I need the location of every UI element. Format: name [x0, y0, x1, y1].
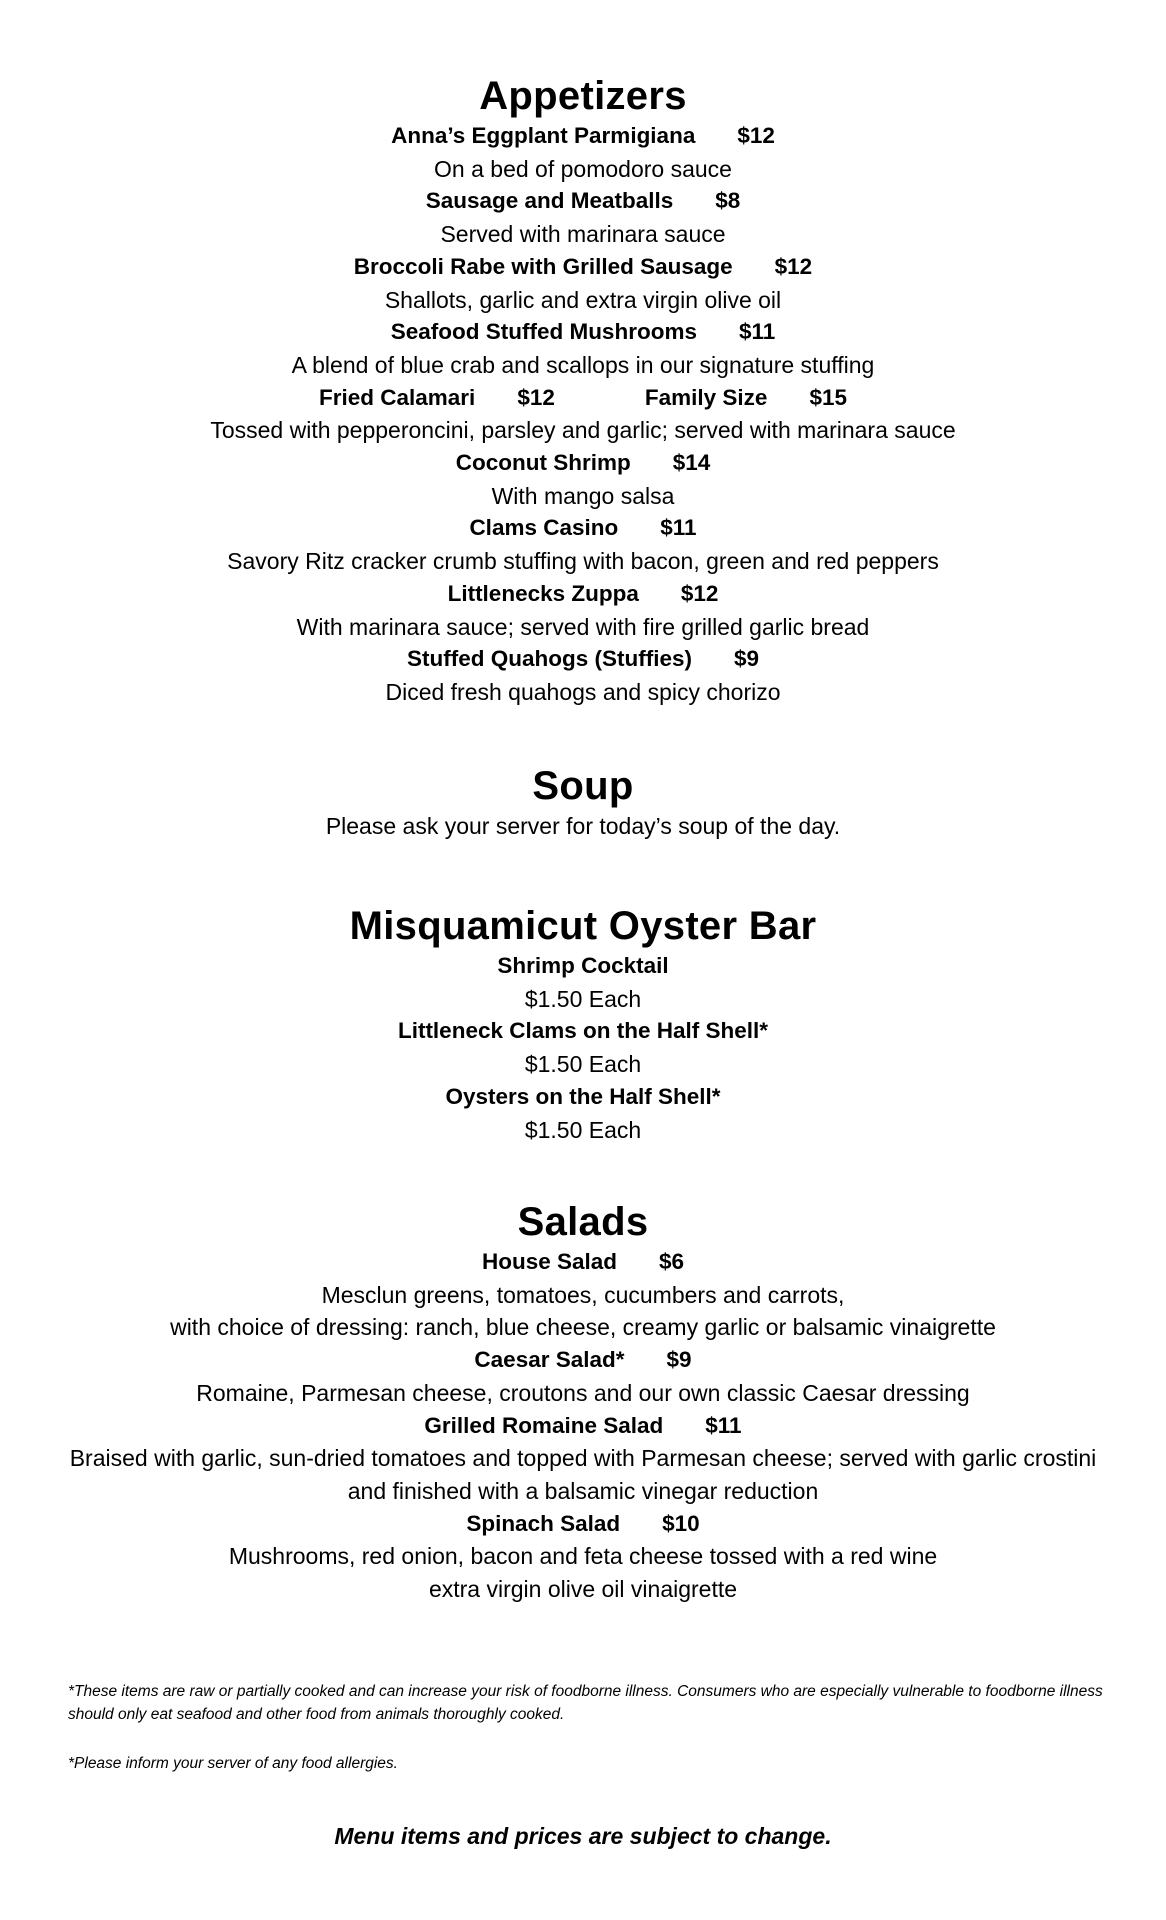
item-description: On a bed of pomodoro sauce	[434, 155, 732, 182]
item-description: Shallots, garlic and extra virgin olive oil	[384, 286, 782, 313]
item-name: Coconut Shrimp	[455, 450, 631, 476]
item-price: $10	[662, 1510, 700, 1536]
menu-item-name-price	[0, 1410, 1166, 1443]
menu-item-name-price	[0, 1344, 1166, 1377]
item-price: $1.50 Each	[524, 1051, 642, 1078]
item-price: $1.50 Each	[524, 985, 642, 1012]
item-price: $12	[517, 384, 555, 410]
menu-item-name-price	[0, 1246, 1166, 1279]
item-name: Oysters on the Half Shell*	[445, 1083, 721, 1109]
soup-description: Please ask your server for today’s soup of the day.	[325, 813, 841, 839]
oyster-bar-title: Misquamicut Oyster Bar	[349, 904, 817, 948]
item-price: $11	[738, 319, 776, 345]
item-name: Littleneck Clams on the Half Shell*	[397, 1018, 769, 1044]
item-name: Spinach Salad	[466, 1510, 621, 1536]
menu-item-name-price	[0, 251, 1166, 284]
family-size-label: Family Size	[644, 384, 768, 410]
item-name: Littlenecks Zuppa	[447, 580, 639, 606]
item-description: With marinara sauce; served with fire grilled garlic bread	[296, 613, 870, 640]
item-price: $11	[660, 515, 697, 541]
item-name: House Salad	[481, 1249, 617, 1274]
item-name: Caesar Salad*	[474, 1347, 625, 1373]
menu-item-name-price	[0, 512, 1166, 545]
item-name: Broccoli Rabe with Grilled Sausage	[353, 253, 733, 279]
allergy-note: *Please inform your server of any food allergies.	[68, 1755, 398, 1772]
menu-item-name-price	[0, 185, 1166, 218]
menu-item-name-price	[0, 578, 1166, 611]
item-name: Clams Casino	[469, 515, 619, 541]
menu-item-name-price	[0, 447, 1166, 480]
item-name: Fried Calamari	[319, 384, 476, 410]
item-price: $9	[733, 646, 760, 672]
item-description: Diced fresh quahogs and spicy chorizo	[385, 678, 781, 705]
menu-item-name-price	[0, 643, 1166, 676]
item-name: Sausage and Meatballs	[425, 188, 674, 214]
item-description: Served with marinara sauce	[440, 221, 726, 248]
item-description: Savory Ritz cracker crumb stuffing with bacon, green and red peppers	[227, 548, 939, 575]
menu-item-name-price	[0, 382, 1166, 415]
item-description: A blend of blue crab and scallops in our signature stuffing	[291, 351, 875, 378]
item-name: Anna’s Eggplant Parmigiana	[391, 123, 696, 148]
item-description: extra virgin olive oil vinaigrette	[428, 1576, 738, 1603]
item-price: $12	[774, 253, 813, 279]
price-change-note: Menu items and prices are subject to change.	[334, 1823, 832, 1849]
item-price: $1.50 Each	[524, 1116, 642, 1143]
salads-title: Salads	[517, 1200, 649, 1244]
soup-title: Soup	[532, 764, 634, 808]
item-price: $12	[737, 123, 775, 148]
item-description: Romaine, Parmesan cheese, croutons and our own classic Caesar dressing	[196, 1379, 970, 1406]
family-size-price: $15	[809, 384, 847, 410]
item-name: Stuffed Quahogs (Stuffies)	[406, 646, 692, 672]
item-description: Braised with garlic, sun-dried tomatoes and topped with Parmesan cheese; served with garlic crostini and finished with a balsamic vinegar reduction	[69, 1445, 1097, 1504]
appetizers-title: Appetizers	[479, 74, 687, 118]
menu-item-name-price	[0, 316, 1166, 349]
soup-section	[0, 762, 1166, 843]
salads-section	[0, 1198, 1166, 1606]
item-name: Shrimp Cocktail	[497, 953, 669, 978]
item-price: $6	[659, 1249, 685, 1274]
item-description: Tossed with pepperoncini, parsley and garlic; served with marinara sauce	[210, 417, 956, 444]
item-name: Grilled Romaine Salad	[424, 1412, 664, 1438]
appetizers-section	[0, 72, 1166, 709]
item-price: $12	[680, 580, 719, 606]
menu-item-name-price	[0, 120, 1166, 153]
item-price: $14	[672, 450, 711, 476]
item-description: Mesclun greens, tomatoes, cucumbers and carrots,	[321, 1281, 845, 1308]
item-description: with choice of dressing: ranch, blue cheese, creamy garlic or balsamic vinaigrette	[170, 1314, 996, 1341]
raw-food-warning: *These items are raw or partially cooked and can increase your risk of foodborne illness. Consumers who are especially vulnerable to foodborne illness should only eat seafood and other food from animals thoroughly cooked.	[68, 1683, 1103, 1723]
item-price: $9	[666, 1347, 692, 1373]
item-price: $8	[715, 188, 741, 214]
menu-item-name-price	[0, 1508, 1166, 1541]
item-description: With mango salsa	[491, 482, 675, 509]
item-price: $11	[705, 1412, 742, 1438]
oyster-bar-section	[0, 902, 1166, 1146]
item-description: Mushrooms, red onion, bacon and feta cheese tossed with a red wine	[228, 1543, 938, 1570]
item-name: Seafood Stuffed Mushrooms	[390, 319, 697, 345]
